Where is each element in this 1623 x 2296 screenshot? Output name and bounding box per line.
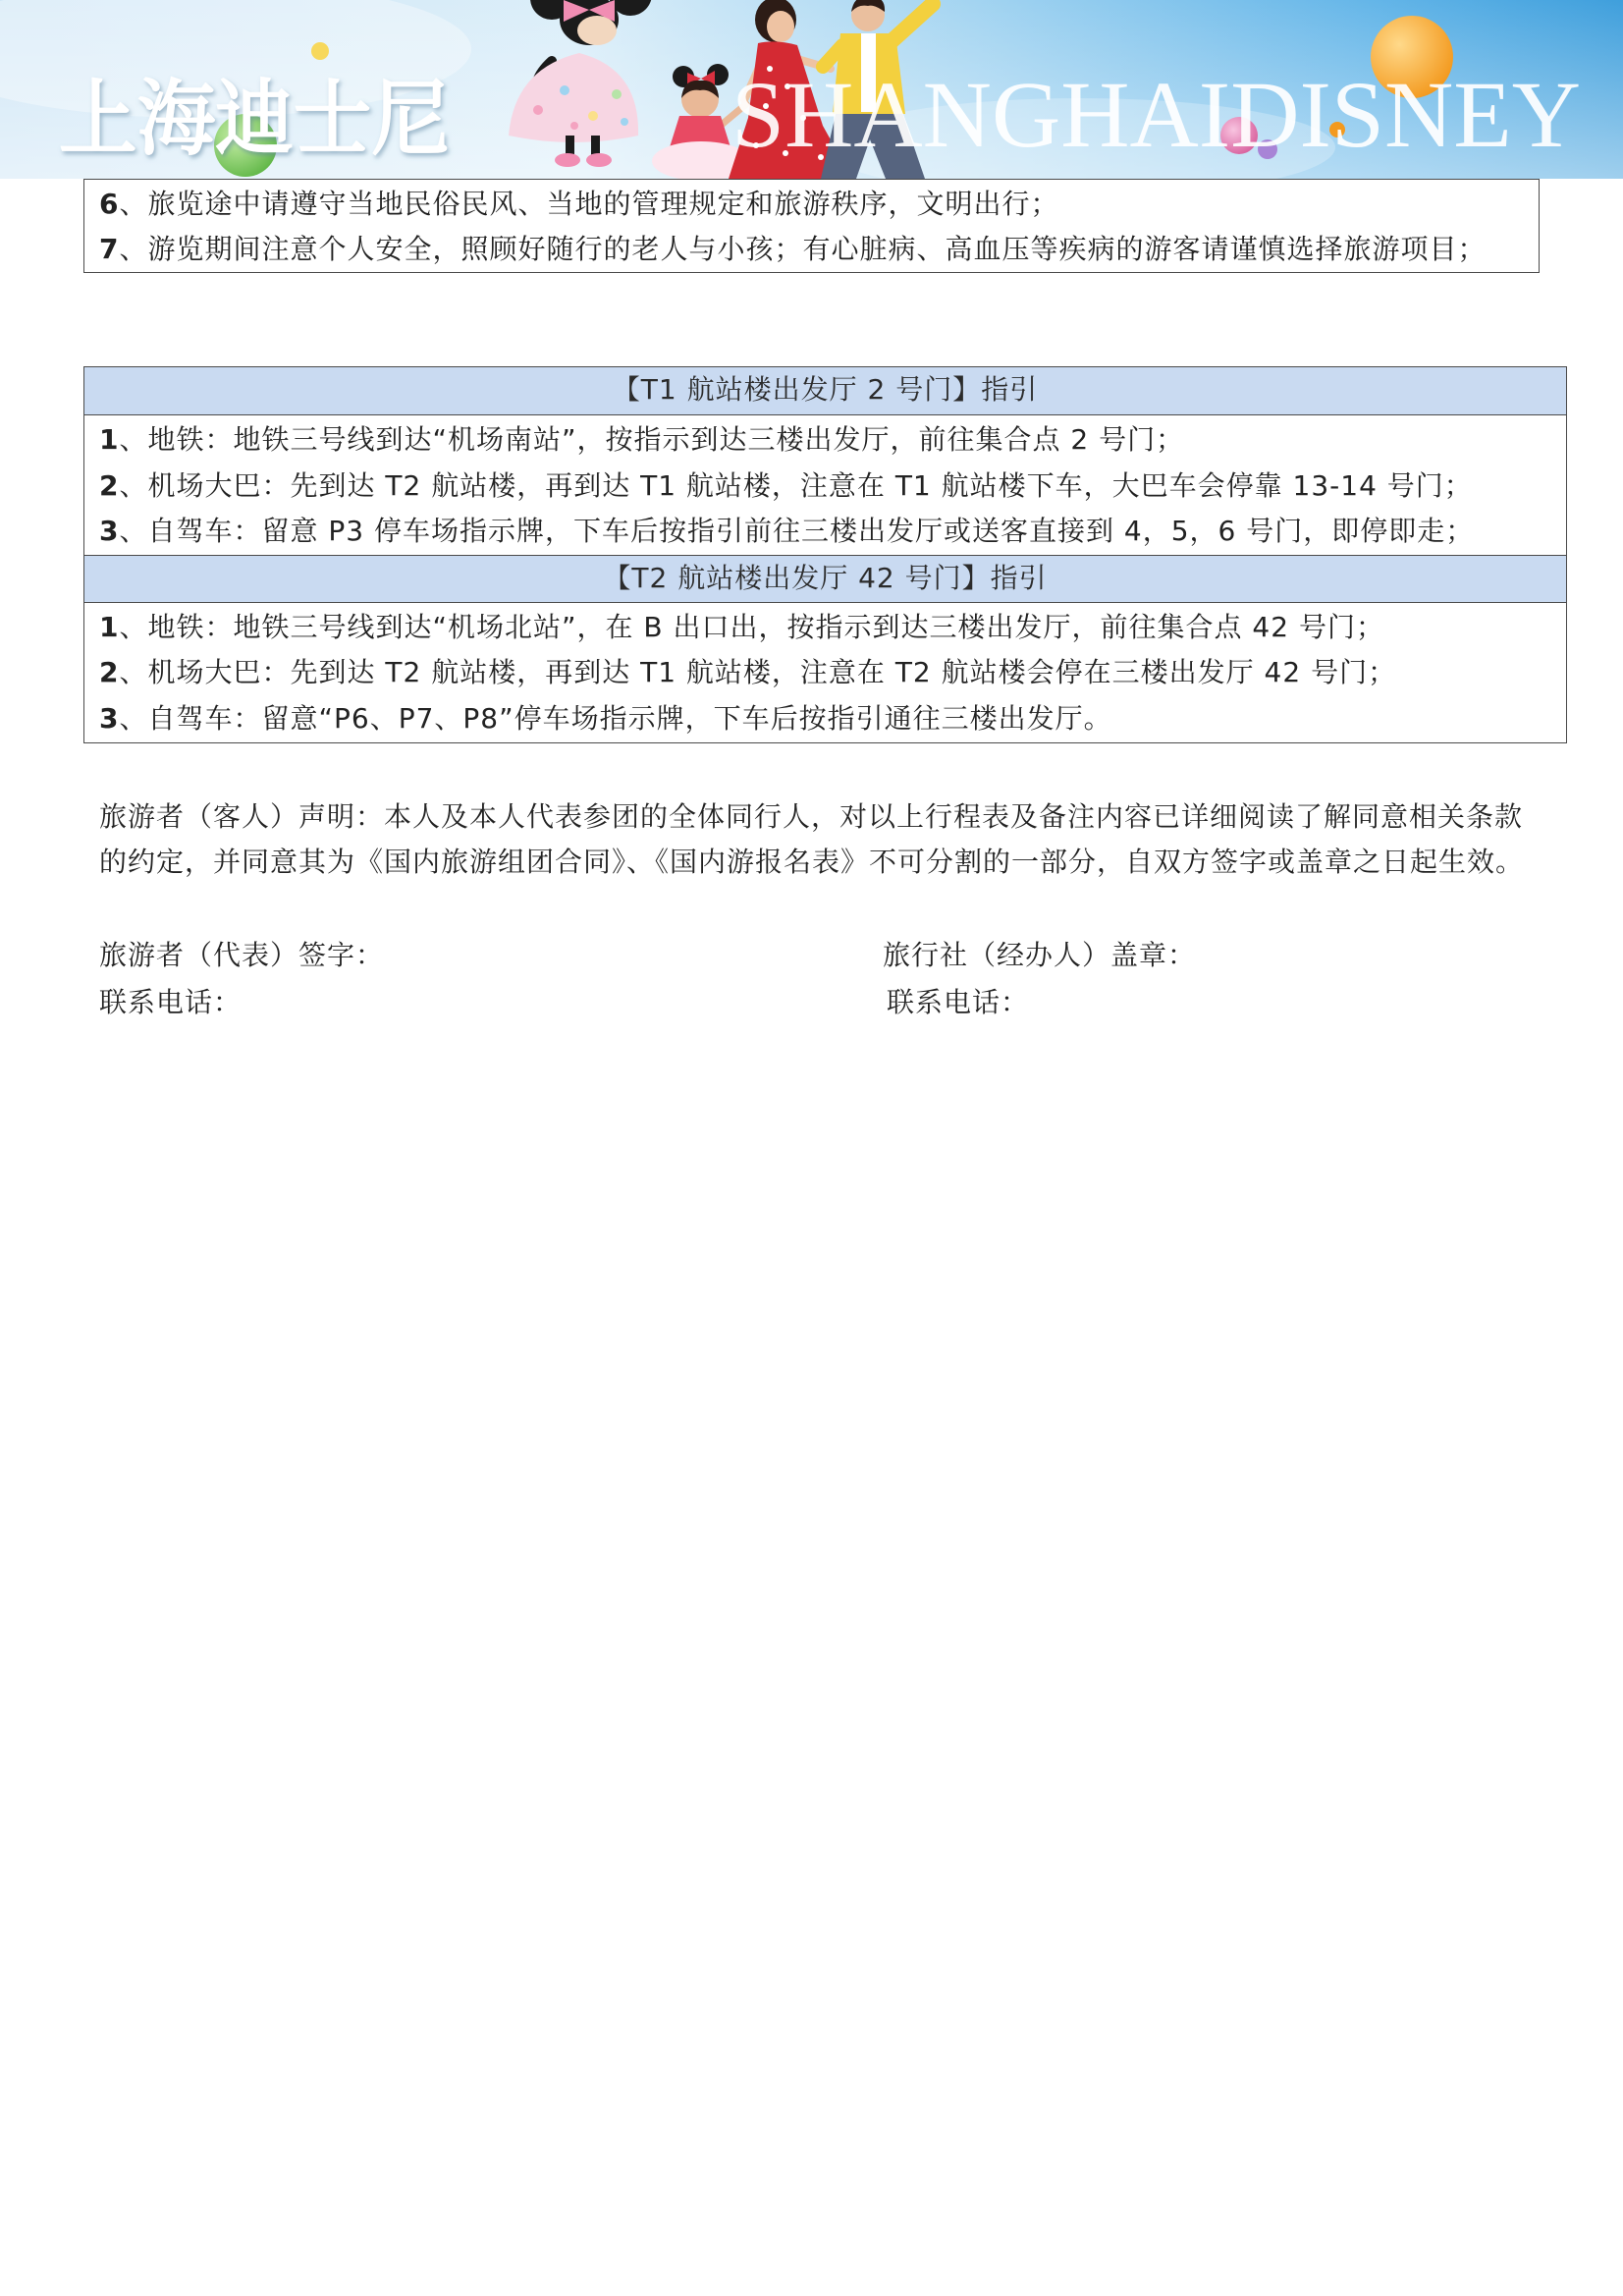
woman-face: [767, 11, 794, 42]
guide-header-t2: 【T2 航站楼出发厅 42 号门】指引: [84, 555, 1566, 603]
guide-item-text: 、地铁：地铁三号线到达“机场北站”，在 B 出口出，按指示到达三楼出发厅，前往集合点 42 号门；: [119, 610, 1384, 643]
guide-item-number: 2: [99, 468, 120, 502]
guide-item-text: 、机场大巴：先到达 T2 航站楼，再到达 T1 航站楼，注意在 T2 航站楼会停在三楼出发厅 42 号门；: [119, 656, 1397, 688]
skirt-dot: [570, 122, 578, 130]
travel-notes-box: [83, 179, 1540, 273]
note-item: [84, 182, 1539, 227]
guide-item: [84, 509, 1566, 555]
skirt-dot: [533, 105, 543, 115]
guide-item-number: 1: [99, 423, 120, 456]
guide-header-t1: 【T1 航站楼出发厅 2 号门】指引: [84, 367, 1566, 415]
note-text: 、游览期间注意个人安全，照顾好随行的老人与小孩；有心脏病、高血压等疾病的游客请谨慎选择旅游项目；: [119, 233, 1487, 265]
guide-item-number: 2: [99, 656, 120, 688]
banner-title-cn: 上海迪士尼: [59, 71, 450, 167]
tourist-phone-label: 联系电话：: [99, 986, 243, 1018]
guide-item: [84, 696, 1566, 742]
skirt-dot: [588, 111, 598, 121]
note-number: 6: [99, 188, 120, 220]
minnie-shoe: [555, 153, 580, 167]
guide-item-number: 1: [99, 610, 120, 643]
declaration-line: 旅游者（客人）声明：本人及本人代表参团的全体同行人，对以上行程表及备注内容已详细阅读了解同意相关条款: [99, 800, 1524, 833]
guide-item: [84, 464, 1566, 510]
note-number: 7: [99, 233, 120, 265]
skirt-dot: [560, 85, 569, 95]
guide-item-number: 3: [99, 515, 120, 547]
banner: [0, 0, 1623, 179]
airport-guide-table: [83, 366, 1567, 743]
guide-item: [84, 417, 1566, 464]
guide-item: [84, 650, 1566, 696]
skirt-dot: [621, 118, 628, 126]
note-text: 、旅览途中请遵守当地民俗民风、当地的管理规定和旅游秩序，文明出行；: [119, 188, 1059, 220]
declaration-line: 的约定，并同意其为《国内旅游组团合同》、《国内游报名表》不可分割的一部分，自双方签字或盖章之日起生效。: [99, 846, 1525, 878]
agency-phone-label: 联系电话：: [887, 986, 1030, 1018]
minnie-shoe: [586, 153, 612, 167]
tourist-declaration: [99, 794, 1524, 885]
guide-item-text: 、自驾车：留意 P3 停车场指示牌，下车后按指引前往三楼出发厅或送客直接到 4，5，6 号门，即停即走；: [119, 515, 1475, 547]
note-item: [84, 227, 1539, 272]
guide-item: [84, 605, 1566, 651]
guide-item-text: 、自驾车：留意“P6、P7、P8”停车场指示牌，下车后按指引通往三楼出发厅。: [119, 701, 1112, 735]
agency-stamp-label: 旅行社（经办人）盖章：: [883, 939, 1197, 971]
guide-items-t2: [84, 603, 1566, 742]
guide-item-number: 3: [99, 701, 120, 735]
guide-items-t1: [84, 415, 1566, 555]
yellow-balloon: [311, 42, 329, 60]
skirt-dot: [612, 89, 622, 99]
banner-title-en: SHANGHAIDISNEY: [731, 62, 1581, 167]
guide-item-text: 、地铁：地铁三号线到达“机场南站”，按指示到达三楼出发厅，前往集合点 2 号门；: [119, 423, 1185, 456]
tourist-signature-label: 旅游者（代表）签字：: [99, 939, 385, 971]
guide-item-text: 、机场大巴：先到达 T2 航站楼，再到达 T1 航站楼，注意在 T1 航站楼下车，大巴车会停靠 13-14 号门；: [119, 468, 1473, 502]
minnie-face: [577, 16, 617, 45]
